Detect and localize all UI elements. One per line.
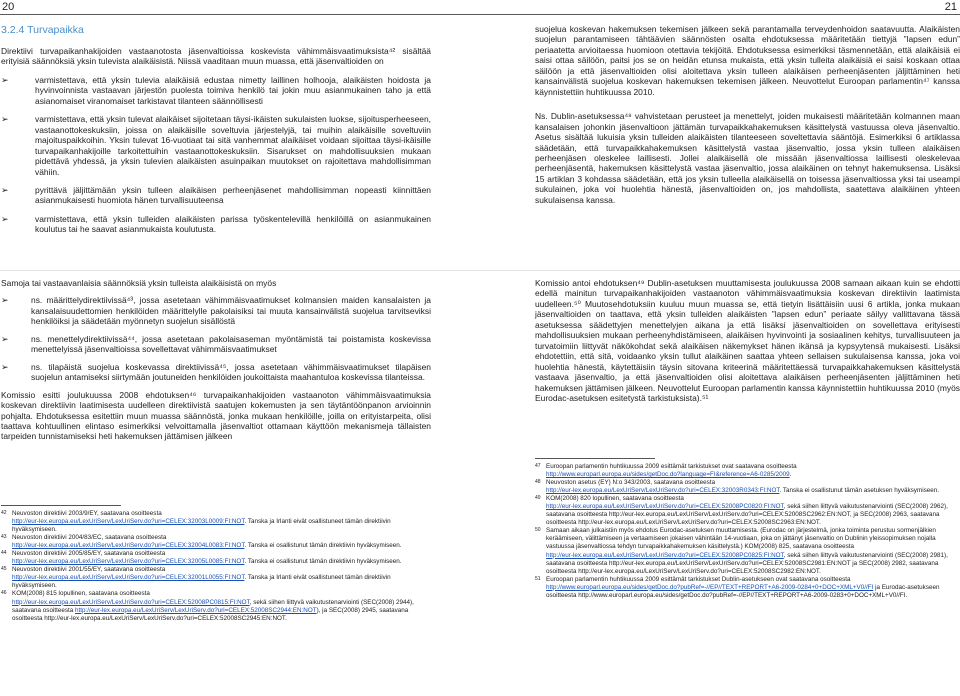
footnote-50: 50 Samaan aikaan julkaistiin myös ehdotus Eurodac-asetuksen muuttamisesta. (Eurodac on järjestelmä, jonka toiminta perustuu sormenjälkien keräämiseen, välittämiseen ja vertaamiseen jokaisen vähintään 14-vuotiaan, joka on jättänyt jäsenvaltio on Dublinin yleissopimuksen nojalla vastuussa jäsenvaltiossa tehdyn turvapaikkahakemuksen käsittelystä.) KOM(2008) 825, saatavana osoitteesta http://eur-lex.europa.eu/LexUriServ/LexUriServ.do?uri=CELEX:52008PC0825:FI:NOT, sekä siihen liittyvä vaikutustenarviointi (SEC(2008) 2981), saatavana osoitteesta http://eur-lex.europa.eu/LexUriServ/LexUriServ.do?uri=CELEX:52008SC2981:EN:NOT ja SEC(2008) 2982, saatavana osoitteesta http://eur-lex.europa.eu/LexUriServ/LexUriServ.do?uri=CELEX:52008SC2982:EN:NOT. <box>535 527 948 575</box>
footnote-link[interactable]: http://eur-lex.europa.eu/LexUriServ/LexUriServ.do?uri=CELEX:32004L0083:FI:NOT <box>12 542 245 550</box>
section-title: 3.2.4 Turvapaikka <box>1 24 84 36</box>
list-item <box>1 185 431 206</box>
right-paragraph-3: Komissio antoi ehdotuksen⁴⁹ Dublin-asetuksen muuttamisesta joulukuussa 2008 samaan aikaan kuin se ehdotti edellä mainitun turvapaikanhakijoiden vastaanoton vähimmäisvaatimuksia koskevan direktiivin laatimista uudelleen.⁵⁰ Muutosehdotuksiin kuuluu muun muassa se, että tietyin lisättäisiin uusi 6 artikla, jonka mukaan jäsenvaltioiden on taattava, että yksin tulleiden alaikäisten ”lapsen edun” periaate säilyy vallittavana tässä asetuksessa säädettyjen menettelyjen aikana ja että lisäksi jäsenvaltioiden on sovellettava erityisesti mahdollisuuksien mukaan perheenyhdistämiseen, alaikäisen hyvinvointi ja sosiaalinen kehitys, turvallisuuteen ja turvatoimiin liittyvät näkökohdat sekä alaikäisen näkemykset hänen ikänsä ja kypsyytensä mukaisesti. Lisäksi ehdotettiin, että sitä, voidaanko yksin tullut alaikäinen saattaa yhteen sellaisen sukulaisensa kanssa, joka voi huolehtia hänestä, käytettäisiin täysin sitovana kriteerinä määritettäessä turvapaikkahakemuksen käsittelystä vastaava jäsenvaltio, ja että jäsenvaltioiden olisi aloitettava alaikäisen perheenjäsenten jäljittäminen heti hakemuksen jättämisen jälkeen. Neuvottelut Euroopan parlamentin kanssa käynnistettiin huhtikuussa 2010 (myös Eurodac-asetuksen esitetystä tarkistuksista).⁵¹ <box>535 278 960 403</box>
list-item-text: varmistettava, että yksin tulevat alaikäiset sijoitetaan täysi-ikäisten sukulaisten luokse, sijoitusperheeseen, vastaanottokeskuksiin, joissa on alaikäisille soveltuvia järjestelyjä, tai muihin alaikäisille soveltuviin majoituspaikkoihin. Yksin tulevat 16-vuotiaat tai sitä vanhemmat alaikäiset voidaan sijoittaa täysi-ikäisille turvapaikanhakijoille tarkoitettuihin vastaanottokeskuksiin. Sisarukset on mahdollisuuksien mukaan pidettävä yhdessä, ja yksin tulevien alaikäisten asuinpaikan muutokset on rajoitettava mahdollisimman vähiin. <box>35 114 431 177</box>
footnote-rule <box>1 505 121 506</box>
arrow-bullet-icon: ➢ <box>1 333 9 344</box>
list-item <box>1 75 431 106</box>
footnote-link[interactable]: http://eur-lex.europa.eu/LexUriServ/LexUriServ.do?uri=CELEX:32003L0009:FI:NOT <box>12 518 245 526</box>
arrow-bullet-icon: ➢ <box>1 361 9 372</box>
footnote-48: 48 Neuvoston asetus (EY) N:o 343/2003, saatavana osoitteesta http://eur-lex.europa.eu/LexUriServ/LexUriServ.do?uri=CELEX:32003R0343:FI:NOT. Tanska ei osallistunut tämän asetuksen hyväksymiseen. <box>535 479 940 495</box>
list-item <box>1 295 431 326</box>
commission-proposal-paragraph: Komissio esitti joulukuussa 2008 ehdotuksen⁴⁶ turvapaikanhakijoiden vastaanoton vähimmäisvaatimuksia koskevan direktiivin laatimisesta uudelleen direktiivistä saatujen kokemusten ja sen täytäntöönpanon arvioinnin pohjalta. Ehdotuksessa esitettiin muun muassa säännöstä, jonka mukaan henkilöille, joilla on erityistarpeita, olisi taattava kohtuullinen elintaso esimerkiksi velvoittamalla jäsenvaltiot ottamaan käyttöön mekanismeja tällaisten tarpeiden tunnistamiseksi heti hakemuksen jättämisen jälkeen <box>1 389 431 442</box>
footnote-42: 42 Neuvoston direktiivi 2003/9/EY, saatavana osoitteesta http://eur-lex.europa.eu/LexUriServ/LexUriServ.do?uri=CELEX:32003L0009:FI:NOT. Tanska ja Irlanti eivät osallistuneet tämän direktiivin hyväksymiseen. <box>1 510 391 534</box>
footnote-43: 43 Neuvoston direktiivi 2004/83/EC, saatavana osoitteesta http://eur-lex.europa.eu/LexUriServ/LexUriServ.do?uri=CELEX:32004L0083:FI:NOT. Tanska ei osallistunut tämän direktiivin hyväksymiseen. <box>1 534 402 550</box>
left-lower-block <box>1 278 431 442</box>
left-column <box>1 24 431 243</box>
arrow-bullet-icon: ➢ <box>1 213 9 224</box>
footnote-link[interactable]: http://eur-lex.europa.eu/LexUriServ/LexUriServ.do?uri=CELEX:32001L0055:FI:NOT <box>12 574 245 582</box>
list-item <box>1 214 431 235</box>
list-item-text: varmistettava, että yksin tulevia alaikäisiä edustaa nimetty laillinen holhooja, alaikäisten hoidosta ja hyvinvoinnista vastaavan järjestön puolesta toimiva henkilö tai jokin muu asianmukainen taho ja että asianomaiset viranomaiset tarkistavat tilanteen säännöllisesti <box>35 74 431 106</box>
footnote-link[interactable]: http://eur-lex.europa.eu/LexUriServ/LexUriServ.do?uri=CELEX:52008SC2944:EN:NOT <box>75 606 317 614</box>
footnote-46: 46 KOM(2008) 815 lopullinen, saatavana osoitteesta http://eur-lex.europa.eu/LexUriServ/LexUriServ.do?uri=CELEX:52008PC0815:FI:NOT, sekä siihen liittyvä vaikutustenarviointi (SEC(2008) 2944), saatavana osoitteesta http://eur-lex.europa.eu/LexUriServ/LexUriServ.do?uri=CELEX:52008SC2944:EN:NOT), ja SEC(2008) 2945, saatavana osoitteesta http://eur-lex.europa.eu/LexUriServ/LexUriServ.do?uri=CELEX:52008SC2945:EN:NOT. <box>1 590 414 622</box>
footnote-47: 47 Euroopan parlamentin huhtikuussa 2009 esittämät tarkistukset ovat saatavana osoitteesta http://www.europarl.europa.eu/sides/getDoc.do?language=FI&reference=A6-0285/2009. <box>535 463 797 479</box>
list-item-text: ns. tilapäistä suojelua koskevassa direktiivissä⁴⁵, jossa asetetaan vähimmäisvaatimukset tilapäisen suojelun antamiseksi siirtymään joutuneiden henkilöiden joukoittaista maahantuloa koskevissa tilanteissa. <box>31 361 431 383</box>
footnote-link[interactable]: http://www.europarl.europa.eu/sides/getDoc.do?language=FI&reference=A6-0285/2009 <box>546 471 790 479</box>
right-footnotes <box>535 458 960 600</box>
directives-list <box>1 295 431 382</box>
intro-paragraph: Direktiivi turvapaikanhakijoiden vastaanotosta jäsenvaltioissa koskevista vähimmäisvaatimuksista⁴² sisältää erityisiä säännöksiä yksin tulevista alaikäisistä. Niissä vaaditaan muun muassa, että jäsenvaltioiden on <box>1 46 431 67</box>
list-item-text: ns. määrittelydirektiivissä⁴³, jossa asetetaan vähimmäisvaatimukset kolmansien maiden kansalaisten ja kansalaisuudettomien henkilöiden määrittelylle pakolaisiksi tai muuta kansainvälistä suojelua tarvitseviksi henkilöiksi ja säädetään myönnetyn suojelun sisällöstä <box>31 295 431 327</box>
right-column <box>535 24 960 205</box>
arrow-bullet-icon: ➢ <box>1 114 9 125</box>
list-item <box>1 334 431 355</box>
section-divider <box>0 270 960 271</box>
page-number-left: 20 <box>2 1 15 13</box>
arrow-bullet-icon: ➢ <box>1 74 9 85</box>
right-paragraph-2: Ns. Dublin-asetuksessa⁴⁸ vahvistetaan perusteet ja menettelyt, joiden mukaisesti määritetään kolmannen maan kansalaisen johonkin jäsenvaltioon jättämän turvapaikkahakemuksen käsittelystä vastuussa oleva jäsenvaltio. Asetus sisältää lukuisia yksin tulleiden alaikäisten tilanteeseen soveltettavia sääntöjä. Esimerkiksi 6 artiklassa säädetään, että turvapaikkahakemuksen käsittelystä vastaa jäsenvaltio, jossa yksin tulleen alaikäisen perheenjäsen oleskelee laillisesti. Jollei alaikäisellä ole missään jäsenvaltiossa laillisesti oleskelevaa perheenjäsentä, hakemuksen käsittelystä vastaa jäsenvaltio, jossa alaikäinen on tehnyt hakemuksensa. Lisäksi 15 artiklan 3 kohdassa säädetään, että jos yksin tulleella alaikäisellä on toisessa jäsenvaltiossa yksi tai useampi sukulainen, joka voi huolehtia hänestä, jäsenvaltioiden on, jos mahdollista, saatettava alaikäinen yhteen sukulaisensa kanssa. <box>535 111 960 205</box>
list-item <box>1 362 431 383</box>
footnote-49: 49 KOM(2008) 820 lopullinen, saatavana osoitteesta http://eur-lex.europa.eu/LexUriServ/LexUriServ.do?uri=CELEX:52008PC0820:FI:NOT, sekä siihen liittyvä vaikutustenarviointi (SEC(2008) 2962), saatavana osoitteesta http://eur-lex.europa.eu/LexUriServ/LexUriServ.do?uri=CELEX:52008SC2962:EN:NOT, ja SEC(2008) 2963, saatavana osoitteesta http://eur-lex.europa.eu/LexUriServ/LexUriServ.do?uri=CELEX:52008SC2963:EN:NOT. <box>535 495 948 527</box>
left-footnotes <box>1 505 431 623</box>
list-item-text: ns. menettelydirektiivissä⁴⁴, jossa asetetaan pakolaisaseman myöntämistä tai poistamista koskevissa menettelyissä jäsenvaltioissa sovellettavat vähimmäisvaatimukset <box>31 333 431 355</box>
footnote-link[interactable]: http://eur-lex.europa.eu/LexUriServ/LexUriServ.do?uri=CELEX:32005L0085:FI:NOT <box>12 558 245 566</box>
header-rule <box>0 14 960 15</box>
footnote-rule <box>535 458 655 459</box>
footnote-link[interactable]: http://eur-lex.europa.eu/LexUriServ/LexUriServ.do?uri=CELEX:32003R0343:FI:NOT <box>546 487 780 495</box>
footnote-44: 44 Neuvoston direktiivi 2005/85/EY, saatavana osoitteesta http://eur-lex.europa.eu/LexUriServ/LexUriServ.do?uri=CELEX:32005L0085:FI:NOT. Tanska ei osallistunut tämän direktiivin hyväksymiseen. <box>1 550 402 566</box>
footnote-link[interactable]: http://eur-lex.europa.eu/LexUriServ/LexUriServ.do?uri=CELEX:52008PC0820:FI:NOT <box>546 503 784 511</box>
arrow-bullet-icon: ➢ <box>1 295 9 306</box>
page-number-right: 21 <box>944 1 957 13</box>
list-item-text: pyrittävä jäljittämään yksin tulleen alaikäisen perheenjäsenet mahdollisimman nopeasti kiinnittäen asianmukaisesti huomiota hänen turvallisuuteensa <box>35 184 431 206</box>
footnote-link[interactable]: http://www.europarl.europa.eu/sides/getDoc.do?pubRef=-//EP//TEXT+REPORT+A6-2009-0284+0+DOC+XML+V0//FI <box>546 583 874 591</box>
arrow-bullet-icon: ➢ <box>1 184 9 195</box>
footnote-45: 45 Neuvoston direktiivi 2001/55/EY, saatavana osoitteesta http://eur-lex.europa.eu/LexUriServ/LexUriServ.do?uri=CELEX:32001L0055:FI:NOT. Tanska ja Irlanti eivät osallistuneet tämän direktiivin hyväksymiseen. <box>1 566 391 590</box>
right-paragraph-1: suojelua koskevan hakemuksen tekemisen jälkeen sekä parantamalla terveydenhoidon saatavuutta. Alaikäisten suojelun parantamiseen tähtäävien säännösten osalta ehdotuksessa määritetään tiettyjä ”lapsen edun” periaatetta arvioitaessa huomioon otettavia tekijöitä. Ehdotuksessa esimerkiksi täsmennetään, että alaikäisiä ei saisi ottaa säilöön, paitsi jos se on heidän etunsa mukaista, että yksin tulleita alaikäisiä ei saisi koskaan ottaa säilöön ja että jäsenvaltioiden olisi aloitettava yksin tulleen alaikäisen perheenjäsenten jäljittäminen heti kansainvälistä suojelua koskevan hakemuksen tekemisen jälkeen. Neuvottelut Euroopan parlamentin⁴⁷ kanssa käynnistettiin huhtikuussa 2010. <box>535 24 960 97</box>
right-lower-block <box>535 278 960 403</box>
footnote-link[interactable]: http://eur-lex.europa.eu/LexUriServ/LexUriServ.do?uri=CELEX:52008PC0815:FI:NOT <box>12 598 250 606</box>
directives-intro: Samoja tai vastaavanlaisia säännöksiä yksin tulleista alaikäisistä on myös <box>1 278 277 288</box>
requirements-list <box>1 75 431 235</box>
footnote-link[interactable]: http://eur-lex.europa.eu/LexUriServ/LexUriServ.do?uri=CELEX:52008PC0825:FI:NOT <box>546 551 784 559</box>
list-item <box>1 114 431 177</box>
footnote-51: 51 Euroopan parlamentin huhtikuussa 2009 esittämät tarkistukset Dublin-asetukseen ovat saatavana osoitteesta http://www.europarl.europa.eu/sides/getDoc.do?pubRef=-//EP//TEXT+REPORT+A6-2009-0284+0+DOC+XML+V0//FI ja Eurodac-asetukseen osoitteesta http://www.europarl.europa.eu/sides/getDoc.do?pubRef=-//EP//TEXT+REPORT+A6-2009-0283+0+DOC+XML+V0//FI. <box>535 575 940 599</box>
list-item-text: varmistettava, että yksin tulleiden alaikäisten parissa työskentelevillä henkilöillä on asianmukainen koulutus tai he saavat asianmukaista koulutusta. <box>35 213 431 235</box>
